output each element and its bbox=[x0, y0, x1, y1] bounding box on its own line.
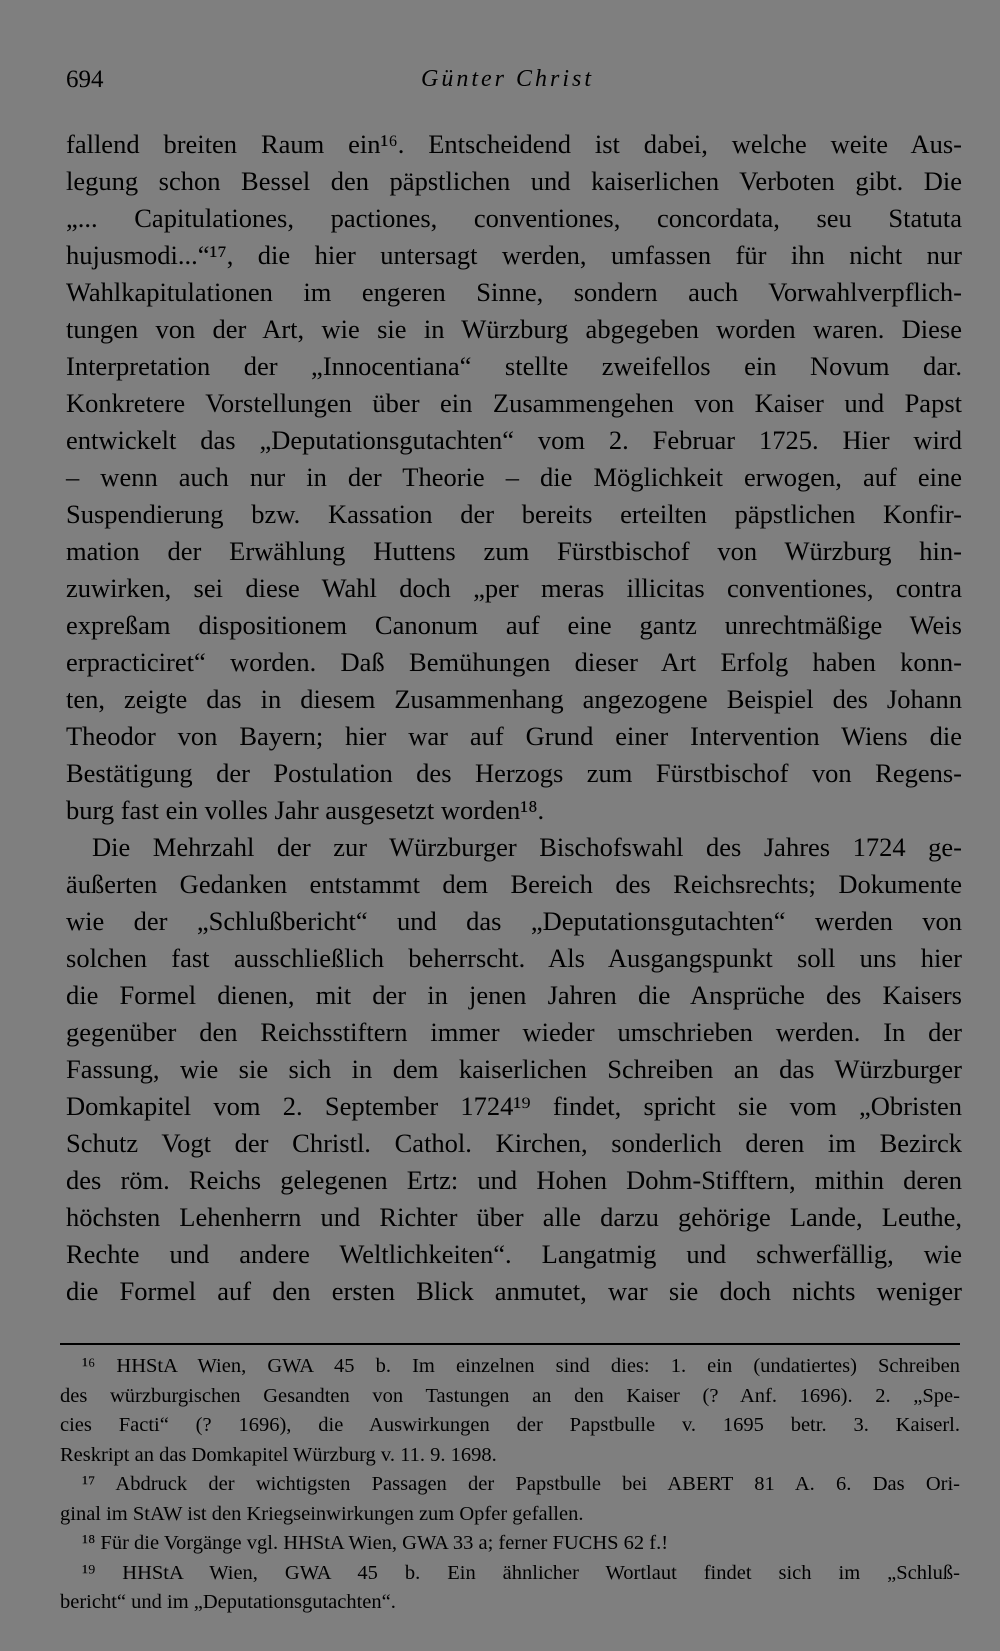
text-line: Schutz Vogt der Christl. Cathol. Kirchen, sonderlich deren im Bezirck bbox=[66, 1128, 962, 1158]
footnote-line: ginal im StAW ist den Kriegseinwirkungen zum Opfer gefallen. bbox=[60, 1502, 584, 1525]
text-line: Suspendierung bzw. Kassation der bereits erteilten päpstlichen Konfir- bbox=[66, 499, 962, 529]
text-line: Domkapitel vom 2. September 1724¹⁹ findet, spricht sie vom „Obristen bbox=[66, 1091, 962, 1121]
text-line: höchsten Lehenherrn und Richter über alle darzu gehörige Lande, Leuthe, bbox=[66, 1202, 962, 1232]
text-line: Theodor von Bayern; hier war auf Grund einer Intervention Wiens die bbox=[66, 721, 962, 751]
text-line: – wenn auch nur in der Theorie – die Möglichkeit erwogen, auf eine bbox=[66, 462, 962, 492]
footnote-separator bbox=[60, 1343, 960, 1345]
text-line: gegenüber den Reichsstiftern immer wieder umschrieben werden. In der bbox=[66, 1017, 962, 1047]
footnote-line: ¹⁹ HHStA Wien, GWA 45 b. Ein ähnlicher Wortlaut findet sich im „Schluß- bbox=[82, 1561, 960, 1584]
text-line: mation der Erwählung Huttens zum Fürstbischof von Würzburg hin- bbox=[66, 536, 962, 566]
footnote-line: ¹⁸ Für die Vorgänge vgl. HHStA Wien, GWA 33 a; ferner FUCHS 62 f.! bbox=[82, 1532, 669, 1554]
text-line: Konkretere Vorstellungen über ein Zusammengehen von Kaiser und Papst bbox=[66, 388, 962, 418]
text-line: zuwirken, sei diese Wahl doch „per meras illicitas conventiones, contra bbox=[66, 573, 962, 603]
text-line: wie der „Schlußbericht“ und das „Deputationsgutachten“ werden von bbox=[66, 906, 962, 936]
text-line: Interpretation der „Innocentiana“ stellte zweifellos ein Novum dar. bbox=[66, 351, 962, 381]
text-line: „... Capitulationes, pactiones, conventiones, concordata, seu Statuta bbox=[66, 203, 962, 233]
text-line: Rechte und andere Weltlichkeiten“. Langatmig und schwerfällig, wie bbox=[66, 1239, 962, 1269]
page-number: 694 bbox=[66, 66, 104, 93]
text-line: burg fast ein volles Jahr ausgesetzt worden¹⁸. bbox=[66, 795, 545, 825]
text-line: hujusmodi...“¹⁷, die hier untersagt werden, umfassen für ihn nicht nur bbox=[66, 240, 962, 270]
text-line: fallend breiten Raum ein¹⁶. Entscheidend ist dabei, welche weite Aus- bbox=[66, 129, 962, 159]
footnote-line: Reskript an das Domkapitel Würzburg v. 11. 9. 1698. bbox=[60, 1443, 497, 1466]
text-line: Bestätigung der Postulation des Herzogs zum Fürstbischof von Regens- bbox=[66, 758, 962, 788]
footnote-line: ¹⁶ HHStA Wien, GWA 45 b. Im einzelnen sind dies: 1. ein (undatiertes) Schreiben bbox=[82, 1355, 960, 1377]
footnote-line: des würzburgischen Gesandten von Tastungen an den Kaiser (? Anf. 1696). 2. „Spe- bbox=[60, 1384, 960, 1407]
text-line: die Formel dienen, mit der in jenen Jahren die Ansprüche des Kaisers bbox=[66, 980, 962, 1010]
text-line: erpracticiret“ worden. Daß Bemühungen dieser Art Erfolg haben konn- bbox=[66, 647, 962, 677]
text-line: des röm. Reichs gelegenen Ertz: und Hohen Dohm-Stifftern, mithin deren bbox=[66, 1165, 962, 1195]
footnote-line: cies Facti“ (? 1696), die Auswirkungen der Papstbulle v. 1695 betr. 3. Kaiserl. bbox=[60, 1414, 960, 1436]
page-header bbox=[66, 66, 958, 106]
text-line: Wahlkapitulationen im engeren Sinne, sondern auch Vorwahlverpflich- bbox=[66, 277, 962, 307]
text-line: Die Mehrzahl der zur Würzburger Bischofswahl des Jahres 1724 ge- bbox=[92, 832, 962, 862]
text-line: solchen fast ausschließlich beherrscht. Als Ausgangspunkt soll uns hier bbox=[66, 943, 962, 973]
running-head: Günter Christ bbox=[421, 66, 595, 92]
body-text bbox=[66, 126, 962, 1310]
text-line: tungen von der Art, wie sie in Würzburg abgegeben worden waren. Diese bbox=[66, 314, 962, 344]
text-line: ten, zeigte das in diesem Zusammenhang angezogene Beispiel des Johann bbox=[66, 684, 962, 714]
text-line: entwickelt das „Deputationsgutachten“ vom 2. Februar 1725. Hier wird bbox=[66, 425, 962, 455]
text-line: legung schon Bessel den päpstlichen und kaiserlichen Verboten gibt. Die bbox=[66, 166, 962, 196]
text-line: Fassung, wie sie sich in dem kaiserlichen Schreiben an das Würzburger bbox=[66, 1054, 962, 1084]
footnote-line: bericht“ und im „Deputationsgutachten“. bbox=[60, 1591, 396, 1613]
text-line: die Formel auf den ersten Blick anmutet, war sie doch nichts weniger bbox=[66, 1276, 962, 1306]
text-line: äußerten Gedanken entstammt dem Bereich des Reichsrechts; Dokumente bbox=[66, 869, 962, 899]
footnote-line: ¹⁷ Abdruck der wichtigsten Passagen der Papstbulle bei ABERT 81 A. 6. Das Ori- bbox=[82, 1473, 960, 1495]
text-line: expreßam dispositionem Canonum auf eine gantz unrechtmäßige Weis bbox=[66, 610, 962, 640]
footnotes bbox=[60, 1352, 960, 1618]
